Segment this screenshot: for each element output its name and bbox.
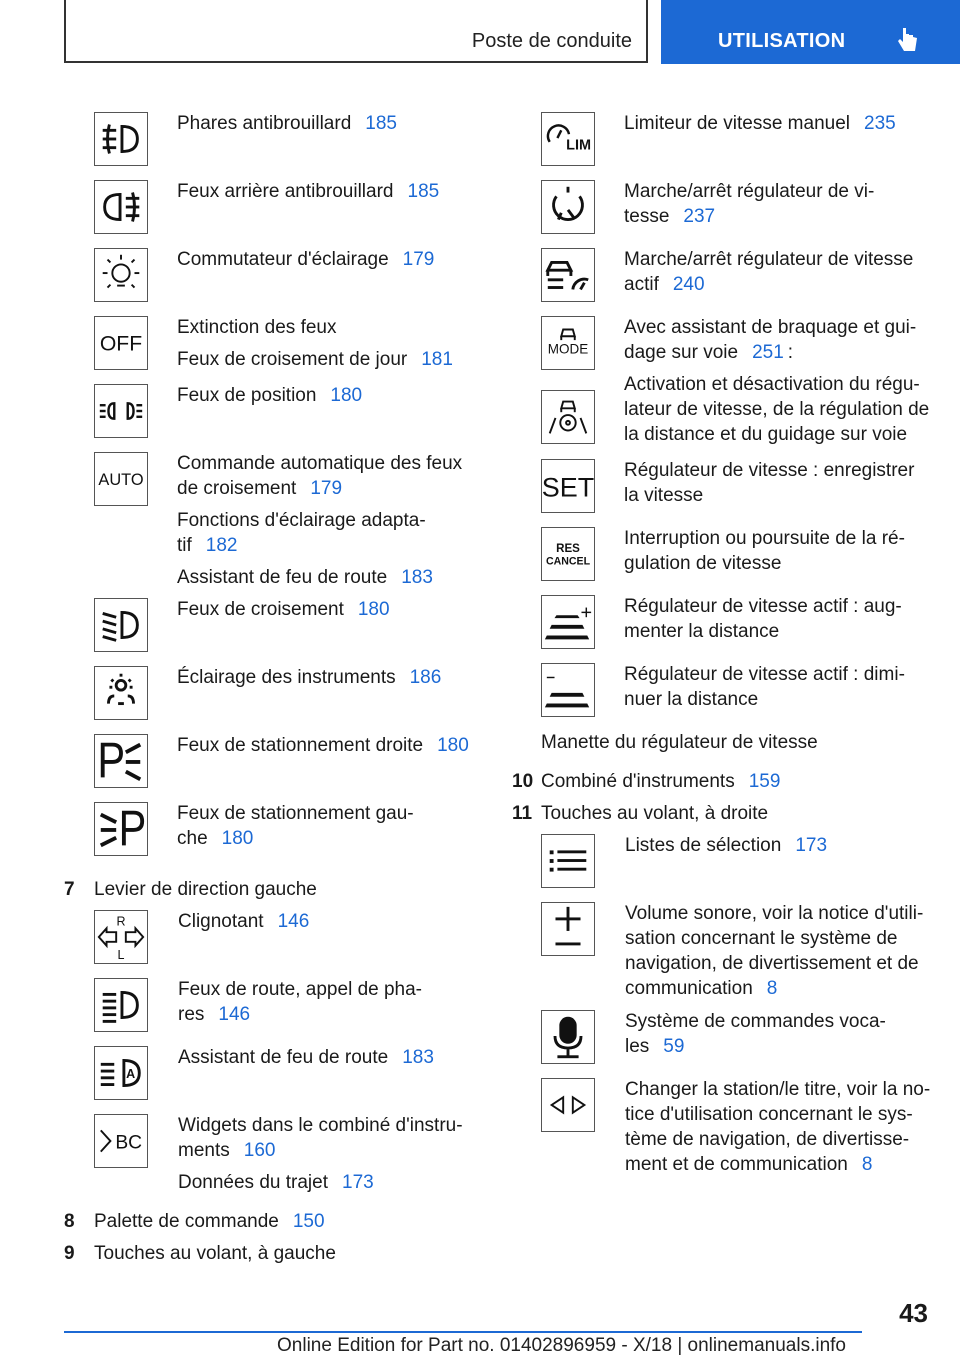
left-item-trip-data: Données du trajet 173 [178, 1172, 374, 1193]
page-ref[interactable]: 160 [243, 1140, 276, 1161]
page-ref[interactable]: 185 [365, 113, 397, 134]
svg-text:MODE: MODE [547, 341, 589, 357]
right-item-set-speed: Régulateur de vitesse : enregistrer la vitesse [624, 460, 915, 506]
right-item-res-cancel: Interruption ou poursuite de la ré- gulation de vitesse [624, 528, 905, 574]
rear-fog-light-icon [94, 180, 148, 234]
right-item-instrument-cluster: Combiné d'instruments 159 [541, 771, 781, 792]
speed-limiter-icon [541, 112, 595, 166]
left-item-fog-lights: Phares antibrouillard 185 [177, 113, 397, 134]
right-item-steering-right: Touches au volant, à droite [541, 803, 769, 824]
page-ref[interactable]: 235 [864, 113, 896, 134]
svg-text:R: R [116, 914, 126, 929]
volume-plus-minus-icon [541, 902, 595, 956]
right-item-selection-lists: Listes de sélection 173 [625, 835, 828, 856]
left-item-left-parking: Feux de stationnement gau- che 180 [177, 803, 414, 849]
svg-text:A: A [126, 1066, 136, 1081]
right-parking-light-icon [94, 734, 148, 788]
left-item-adaptive-lighting: Fonctions d'éclairage adapta- tif 182 [177, 510, 426, 556]
page-ref[interactable]: 180 [330, 385, 363, 406]
footer-edition: Online Edition for Part no. 01402896959 - X/18 | onlinemanuals.info [277, 1335, 846, 1356]
page-ref[interactable]: 182 [205, 535, 238, 556]
right-item-decrease-distance: Régulateur de vitesse actif : dimi- nuer la distance [624, 664, 905, 710]
instrument-lighting-icon [94, 666, 148, 720]
page-ref[interactable]: 173 [795, 835, 828, 856]
svg-text:RES: RES [556, 543, 580, 556]
left-item-instrument-lighting: Éclairage des instruments 186 [177, 667, 442, 688]
left-item-widgets: Widgets dans le combiné d'instru- ments 160 [178, 1115, 463, 1161]
left-item-low-beam: Feux de croisement 180 [177, 599, 390, 620]
right-item-speed-limiter: Limiteur de vitesse manuel 235 [624, 113, 896, 134]
high-beam-assistant-icon [94, 1046, 148, 1100]
res-cancel-icon [541, 527, 595, 581]
item-number: 7 [64, 879, 75, 900]
right-item-active-cruise: Marche/arrêt régulateur de vitesse actif 240 [624, 249, 914, 295]
svg-text:BC: BC [115, 1132, 143, 1154]
item-number: 8 [64, 1211, 75, 1232]
section-title: Poste de conduite [471, 30, 632, 52]
light-switch-icon [94, 248, 148, 302]
page-ref[interactable]: 180 [437, 735, 469, 756]
page-ref[interactable]: 146 [277, 911, 310, 932]
right-item-activation: Activation et désactivation du régu- lateur de vitesse, de la régulation de la distance et du guidage sur voie [624, 374, 930, 445]
cruise-set-icon [541, 459, 595, 513]
page-ref[interactable]: 180 [357, 599, 390, 620]
svg-text:L: L [117, 948, 125, 963]
page-ref[interactable]: 237 [683, 206, 716, 227]
hand-pointer-icon [897, 26, 919, 54]
left-item-turn-signal: Clignotant 146 [178, 911, 310, 932]
page-ref[interactable]: 8 [861, 1154, 873, 1175]
parking-lights-icon [94, 384, 148, 438]
page-ref[interactable]: 150 [292, 1211, 325, 1232]
front-fog-light-icon [94, 112, 148, 166]
page-ref[interactable]: 183 [402, 1047, 434, 1068]
active-cruise-control-icon [541, 248, 595, 302]
left-item-control-palette: Palette de commande 150 [94, 1211, 325, 1232]
low-beam-icon [94, 598, 148, 652]
left-item-right-parking: Feux de stationnement droite 180 [177, 735, 469, 756]
page-number: 43 [899, 1298, 928, 1328]
footer-rule [64, 1331, 862, 1333]
left-item-rear-fog: Feux arrière antibrouillard 185 [177, 181, 440, 202]
page-ref[interactable]: 179 [310, 478, 343, 499]
item-number: 9 [64, 1243, 75, 1264]
right-item-volume: Volume sonore, voir la notice d'utili- sation concernant le système de navigation, de divertissement et de communication 8 [625, 903, 924, 999]
left-item-steering-left: Touches au volant, à gauche [94, 1243, 336, 1264]
header-chapter-tab[interactable] [661, 0, 960, 64]
page-ref[interactable]: 59 [663, 1036, 685, 1057]
left-item-light-switch: Commutateur d'éclairage 179 [177, 249, 435, 270]
svg-text:OFF: OFF [99, 332, 143, 356]
left-item-lights-off: Extinction des feux [177, 317, 337, 338]
header-section-box [64, 0, 648, 63]
left-item-high-beam-assistant: Assistant de feu de route 183 [177, 567, 433, 588]
page-ref[interactable]: 159 [748, 771, 781, 792]
page-ref[interactable]: 8 [766, 978, 778, 999]
left-item-high-beam: Feux de route, appel de pha- res 146 [178, 979, 423, 1025]
page-ref[interactable]: 181 [421, 349, 453, 370]
page-ref[interactable]: 185 [407, 181, 440, 202]
right-item-cruise-onoff: Marche/arrêt régulateur de vi- tesse 237 [624, 181, 875, 227]
high-beam-icon [94, 978, 148, 1032]
page-ref[interactable]: 186 [409, 667, 442, 688]
page-ref[interactable]: 251 [752, 342, 784, 363]
right-item-change-station: Changer la station/le titre, voir la no- tice d'utilisation concernant le sys- tème de navigation, de divertisse- ment et de communication 8 [625, 1079, 931, 1175]
item-number: 11 [512, 803, 533, 824]
prev-next-icon [541, 1078, 595, 1132]
page-ref[interactable]: 180 [221, 828, 254, 849]
page-ref[interactable]: 173 [342, 1172, 374, 1193]
item-number: 10 [512, 771, 534, 792]
left-item-turn-lever: Levier de direction gauche [94, 879, 317, 900]
left-item-parking-lights: Feux de position 180 [177, 385, 363, 406]
left-item-daytime-lights: Feux de croisement de jour 181 [177, 349, 453, 370]
left-item-auto-headlights: Commande automatique des feux de croisement 179 [177, 453, 463, 499]
mode-icon [541, 316, 595, 370]
page-ref[interactable]: 240 [672, 274, 705, 295]
lights-off-icon [94, 316, 148, 370]
increase-distance-icon [541, 595, 595, 649]
turn-signal-icon [94, 910, 148, 964]
list-icon [541, 834, 595, 888]
svg-text:AUTO: AUTO [98, 470, 144, 489]
page-ref[interactable]: 146 [218, 1004, 251, 1025]
chapter-title: UTILISATION [718, 30, 846, 52]
steering-assistant-icon [541, 390, 595, 444]
left-parking-light-icon [94, 802, 148, 856]
auto-headlight-icon [94, 452, 148, 506]
svg-text:CANCEL: CANCEL [545, 555, 591, 568]
right-item-steering-guidance: Avec assistant de braquage et gui- dage sur voie 251 : [624, 317, 917, 363]
svg-text:SET: SET [542, 472, 594, 503]
right-item-increase-distance: Régulateur de vitesse actif : aug- menter la distance [624, 596, 902, 642]
board-computer-icon [94, 1114, 148, 1168]
right-item-voice-control: Système de commandes voca- les 59 [625, 1011, 886, 1057]
decrease-distance-icon [541, 663, 595, 717]
page-ref[interactable]: 183 [401, 567, 433, 588]
svg-text:LIM: LIM [566, 137, 592, 154]
microphone-icon [541, 1010, 595, 1064]
cruise-control-icon [541, 180, 595, 234]
page-ref[interactable]: 179 [402, 249, 435, 270]
right-item-cruise-lever: Manette du régulateur de vitesse [541, 732, 818, 753]
left-item-high-beam-assistant-2: Assistant de feu de route 183 [178, 1047, 434, 1068]
